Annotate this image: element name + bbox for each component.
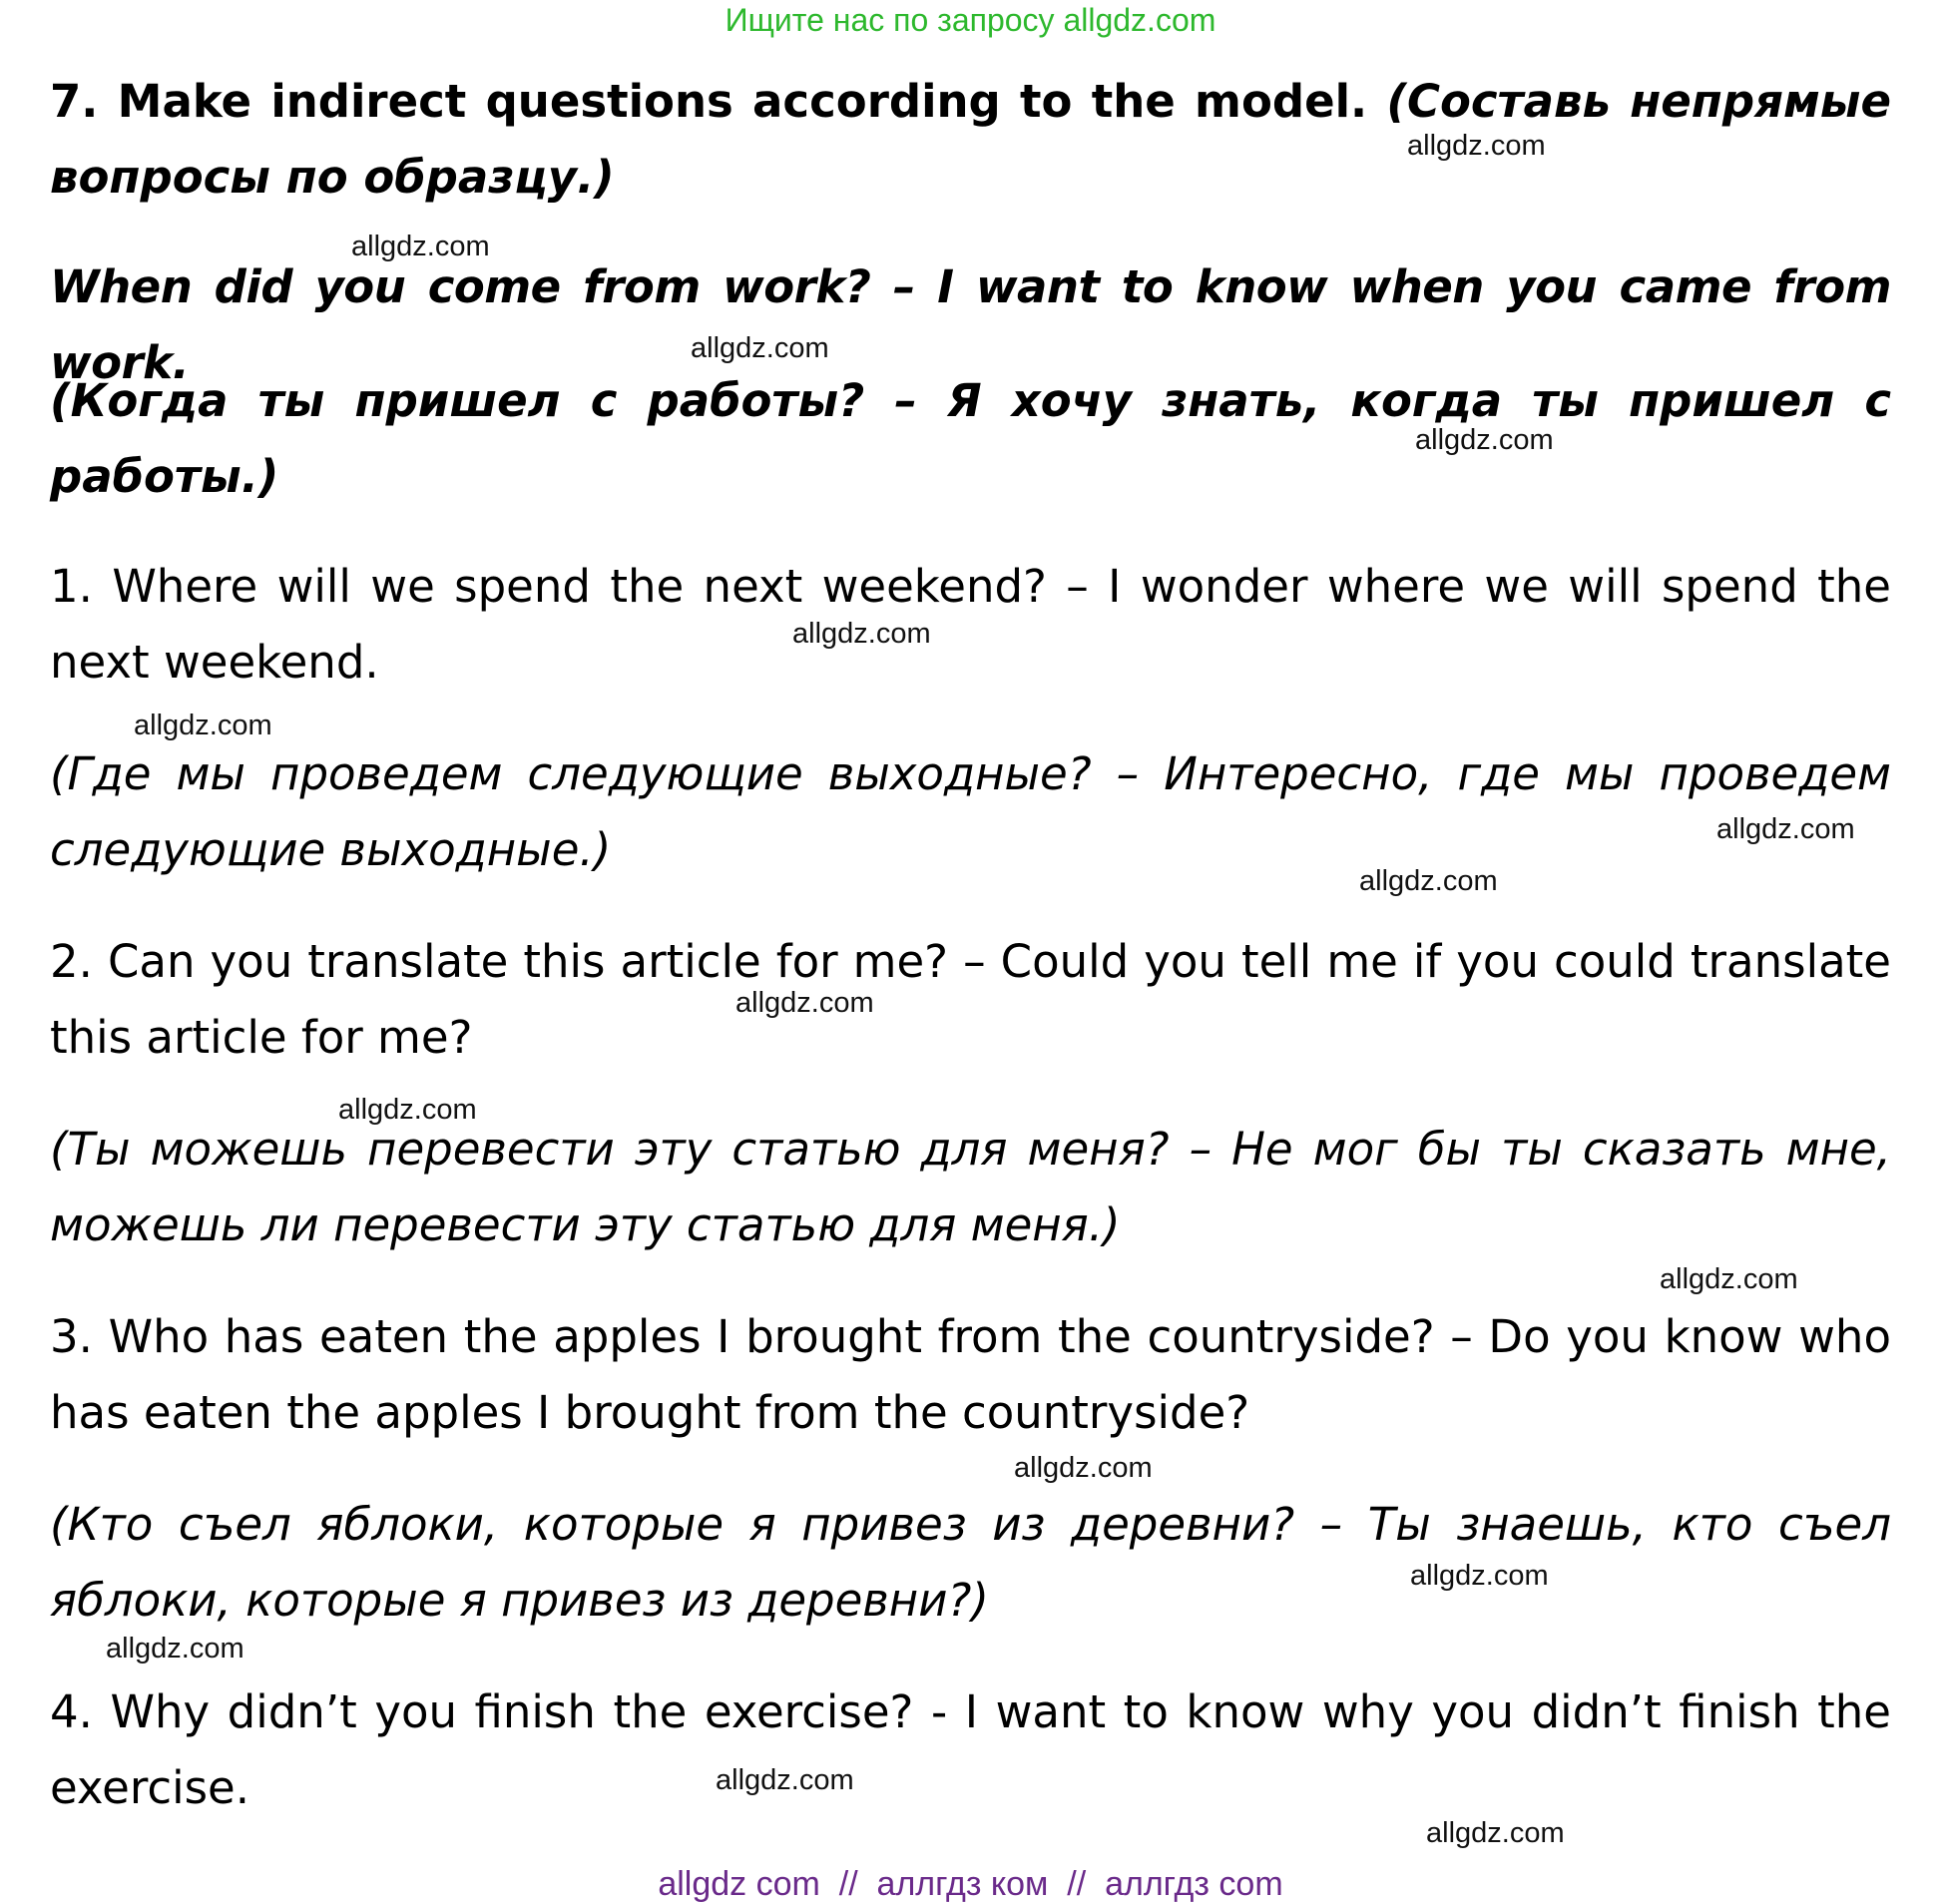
watermark: allgdz.com <box>716 1764 854 1796</box>
task-title-ru: (Составь непрямые вопросы по образцу.) <box>50 75 1892 204</box>
watermark: allgdz.com <box>1660 1263 1798 1295</box>
item-1-ru: (Где мы проведем следующие выходные? – Интересно, где мы проведем следующие выходные.) <box>50 747 1891 876</box>
item-3-ru: (Кто съел яблоки, которые я привез из деревни? – Ты знаешь, кто съел яблоки, которые я привез из деревни?) <box>50 1498 1891 1627</box>
item-3-en: 3. Who has eaten the apples I brought from the countryside? – Do you know who has eaten the apples I brought from the countryside? <box>50 1310 1891 1439</box>
watermark: allgdz.com <box>735 987 874 1019</box>
watermark: allgdz.com <box>691 332 829 364</box>
watermark: allgdz.com <box>1426 1817 1565 1849</box>
watermark: allgdz.com <box>792 618 931 650</box>
watermark: allgdz.com <box>1407 130 1546 162</box>
watermark: allgdz.com <box>1415 424 1554 456</box>
item-4-en: 4. Why didn’t you finish the exercise? - I want to know why you didn’t finish the exercise. <box>50 1685 1891 1814</box>
item-2-en: 2. Can you translate this article for me? – Could you tell me if you could translate this article for me? <box>50 935 1891 1064</box>
model-example-ru: (Когда ты пришел с работы? – Я хочу знать, когда ты пришел с работы.) <box>50 374 1891 503</box>
item-2-ru: (Ты можешь перевести эту статью для меня? – Не мог бы ты сказать мне, можешь ли перевести эту статью для меня.) <box>50 1123 1891 1251</box>
model-example-en: When did you come from work? – I want to know when you came from work. <box>50 260 1891 389</box>
item-1-en: 1. Where will we spend the next weekend? – I wonder where we will spend the next weekend. <box>50 560 1891 689</box>
watermark: allgdz.com <box>1359 865 1498 897</box>
watermark: allgdz.com <box>1716 813 1855 845</box>
watermark: allgdz.com <box>134 710 272 741</box>
task-title <box>50 64 1891 216</box>
watermark: allgdz.com <box>106 1633 244 1665</box>
bottom-site-banner: allgdz com // аллгдз ком // аллгдз com <box>658 1865 1283 1903</box>
watermark: allgdz.com <box>1014 1452 1153 1484</box>
watermark: allgdz.com <box>338 1094 477 1126</box>
watermark: allgdz.com <box>351 231 490 262</box>
task-title-en: 7. Make indirect questions according to the model. <box>50 75 1368 128</box>
watermark: allgdz.com <box>1410 1560 1549 1592</box>
top-search-banner: Ищите нас по запросу allgdz.com <box>725 2 1216 38</box>
